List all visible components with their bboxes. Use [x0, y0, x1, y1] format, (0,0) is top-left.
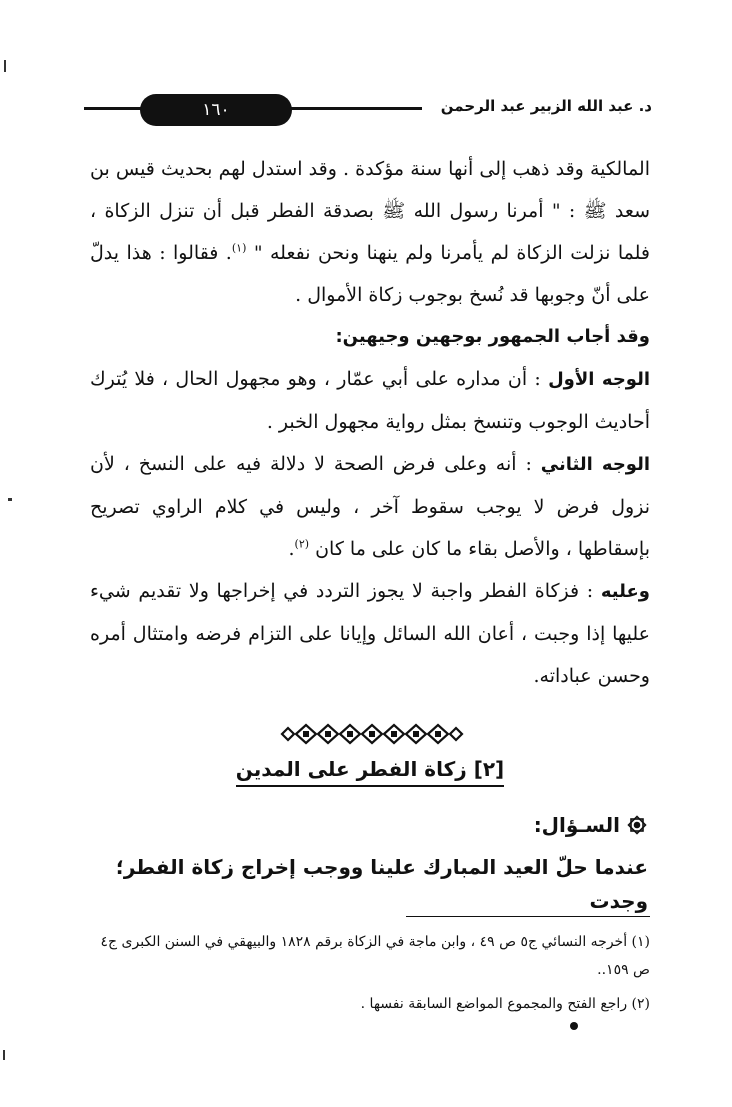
- footnote-2: (٢) راجع الفتح والمجموع المواضع السابقة نفسها .: [360, 996, 650, 1012]
- paragraph-5: [90, 570, 650, 697]
- page-number-badge: [140, 94, 292, 126]
- scan-mark-1: [4, 60, 6, 72]
- footnotes: [90, 928, 650, 1024]
- flower-ornament-icon: [626, 814, 648, 836]
- page-number: ١٦٠: [202, 100, 230, 120]
- section-title-text: [٢] زكاة الفطر على المدين: [236, 757, 504, 787]
- paragraph-1: [90, 148, 650, 316]
- question-label-text: السـؤال:: [533, 813, 620, 837]
- scan-mark-3: [3, 1050, 5, 1060]
- scan-mark-2: [8, 498, 12, 501]
- header-rule-left: [84, 107, 144, 110]
- paragraph-4-lead: الوجه الثاني: [540, 454, 651, 475]
- section-title: [200, 757, 540, 781]
- footnote-separator: [406, 916, 650, 917]
- footnote-ref-2: (٢): [294, 537, 310, 551]
- paragraph-4-text: : أنه وعلى فرض الصحة لا دلالة فيه على النسخ ، لأن نزول فرض لا يوجب سقوط آخر ، وليس في كلام الراوي تصريح بإسقاطها ، والأصل بقاء ما كان على ما كان: [90, 453, 650, 560]
- question-text: عندما حلّ العيد المبارك علينا ووجب إخراج زكاة الفطر؛ وجدت: [115, 855, 648, 913]
- paragraph-1-tail: . فقالوا : هذا يدلّ على أنّ وجوبها قد نُسخ بوجوب زكاة الأموال .: [90, 242, 650, 306]
- paragraph-1-text: المالكية وقد ذهب إلى أنها سنة مؤكدة . وقد استدل لهم بحديث قيس بن سعد ﷺ : " أمرنا رسول الله ﷺ بصدقة الفطر قبل أن تنزل الزكاة ، فلما نزلت الزكاة لم يأمرنا ولم ينهنا ونحن نفعله ": [90, 158, 650, 264]
- footnote-1: (١) أخرجه النسائي ج٥ ص ٤٩ ، وابن ماجة في الزكاة برقم ١٨٢٨ والبيهقي في السنن الكبرى ج٤ ص ١٥٩..: [100, 934, 650, 978]
- author-name: د. عبد الله الزبير عبد الرحمن: [440, 97, 652, 115]
- body-text: [90, 148, 650, 697]
- page-header: [84, 93, 652, 127]
- paragraph-3-text: : أن مداره على أبي عمّار ، وهو مجهول الحال ، فلا يُترك أحاديث الوجوب وتنسخ بمثل رواية مجهول الخبر .: [90, 368, 650, 433]
- footnote-ref-1: (١): [231, 241, 247, 255]
- question-label: [534, 813, 648, 837]
- paragraph-5-lead: وعليه: [600, 581, 650, 602]
- ornament-divider-icon: [280, 722, 464, 746]
- header-rule-right: [290, 107, 422, 110]
- paragraph-2-heading: وقد أجاب الجمهور بوجهين وجيهين:: [335, 326, 650, 347]
- paragraph-5-text: : فزكاة الفطر واجبة لا يجوز التردد في إخراجها ولا تقديم شيء عليها إذا وجبت ، أعان الله السائل وإيانا على التزام فرضه وامتثال أمره وحسن عباداته.: [90, 580, 650, 687]
- paragraph-4-tail: .: [288, 538, 295, 560]
- end-mark-icon: [570, 1022, 578, 1030]
- paragraph-3: [90, 358, 650, 443]
- paragraph-3-lead: الوجه الأول: [548, 369, 651, 390]
- paragraph-4: [90, 443, 650, 570]
